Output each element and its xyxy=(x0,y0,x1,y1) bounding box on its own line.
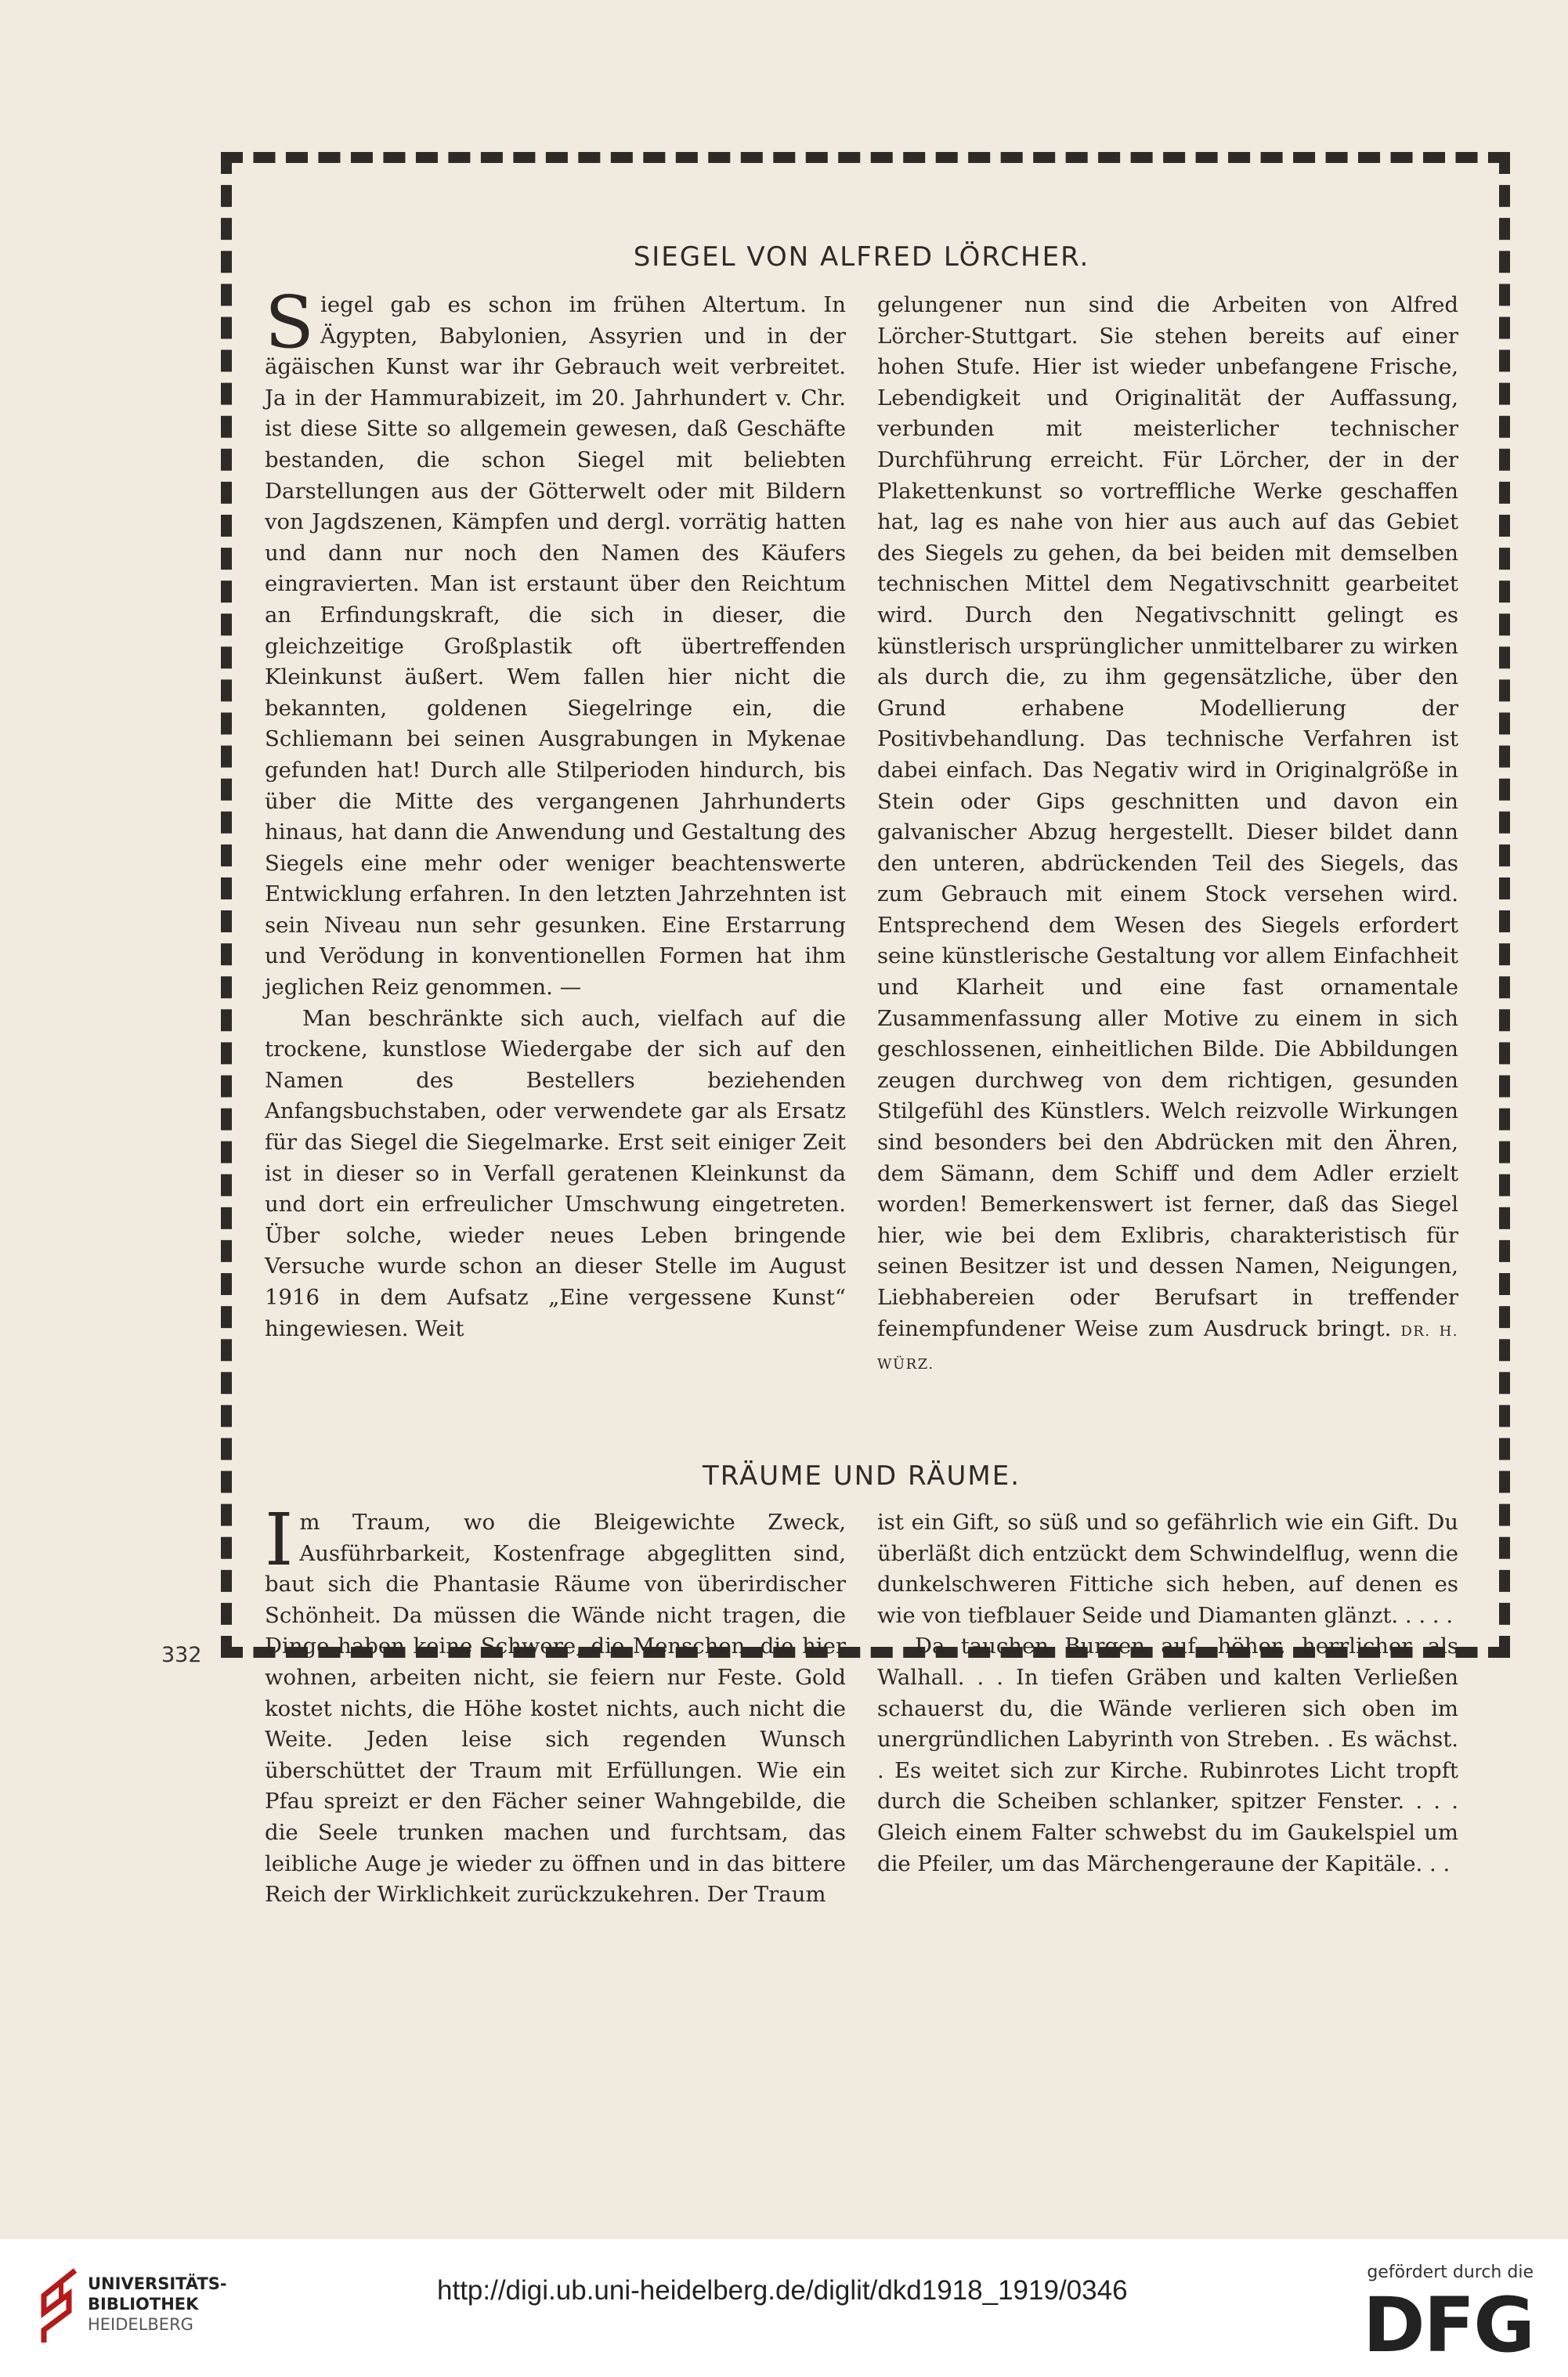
page-number: 332 xyxy=(161,1643,202,1667)
library-line: BIBLIOTHEK xyxy=(88,2295,199,2314)
article-traeume xyxy=(265,1460,1458,1911)
article-title: SIEGEL VON ALFRED LÖRCHER. xyxy=(633,241,1090,273)
column-right xyxy=(877,290,1458,1380)
university-library-logo-icon xyxy=(38,2267,81,2346)
dfg-logo: DFG xyxy=(1362,2281,1534,2369)
column-left xyxy=(265,1498,846,1911)
article-siegel xyxy=(265,241,1458,1380)
library-line: HEIDELBERG xyxy=(88,2315,193,2334)
paragraph xyxy=(265,280,846,1004)
paragraph-text: iegel gab es schon im frühen Altertum. In Ägypten, Babylonien, Assyrien und in der ägäischen Kunst war ihr Gebrauch weit verbreitet. Ja in der Hammurabizeit, im 20. Jahrhundert v. Chr. ist diese Sitte so allgemein gewesen, daß Geschäfte bestanden, die schon Siegel mit beliebten Darstellungen aus der Götterwelt oder mit Bildern von Jagdszenen, Kämpfen und dergl. vorrätig hatten und dann nur noch den Namen des Käufers eingravierten. Man ist erstaunt über den Reichtum an Erfindungskraft, die sich in dieser, die gleichzeitige Großplastik oft übertreffenden Kleinkunst äußert. Wem fallen hier nicht die bekannten, goldenen Siegelringe ein, die Schliemann bei seinen Ausgrabungen in Mykenae gefunden hat! Durch alle Stilperioden hindurch, bis über die Mitte des vergangenen Jahrhunderts hinaus, hat dann die Anwendung und Gestaltung des Siegels eine mehr oder weniger beachtenswerte Entwicklung erfahren. In den letzten Jahrzehnten ist sein Niveau nun sehr gesunken. Eine Erstarrung und Verödung in konventionellen Formen hat ihm jeglichen Reiz genommen. — xyxy=(265,292,846,1000)
drop-cap: S xyxy=(265,280,315,364)
library-line: UNIVERSITÄTS- xyxy=(88,2274,227,2293)
author-signature: DR. H. WÜRZ. xyxy=(877,1322,1458,1373)
column-right xyxy=(877,1507,1458,1911)
drop-cap: I xyxy=(265,1498,294,1582)
paragraph: Da tauchen Burgen auf, höher, herrlicher als Walhall. . . In tiefen Gräben und kalten Verließen schauerst du, die Wände verlieren sich oben im unergründlichen Labyrinth von Streben. . Es wächst. . Es weitet sich zur Kirche. Rubinrotes Licht tropft durch die Scheiben schlanker, spitzer Fenster. . . . Gleich einem Falter schwebst du im Gaukelspiel um die Pfeiler, um das Märchengeraune der Kapitäle. . . xyxy=(877,1634,1458,1876)
article-columns xyxy=(265,1498,1458,1911)
funded-by-label: gefördert durch die xyxy=(1367,2263,1534,2282)
paragraph: ist ein Gift, so süß und so gefährlich wie ein Gift. Du überläßt dich entzückt dem Schwindelflug, wenn die dunkelschweren Fittiche sich heben, auf denen es wie von tiefblauer Seide und Diamanten glänzt. . . . . xyxy=(877,1510,1458,1628)
library-name xyxy=(88,2274,227,2335)
article-title: TRÄUME UND RÄUME. xyxy=(702,1460,1021,1492)
digitization-footer xyxy=(0,2239,1568,2377)
paragraph xyxy=(877,290,1458,1380)
permalink-url[interactable]: http://digi.ub.uni-heidelberg.de/diglit/dkd1918_1919/0346 xyxy=(437,2275,1128,2306)
paragraph xyxy=(265,1498,846,1911)
article-columns xyxy=(265,280,1458,1380)
column-left xyxy=(265,280,846,1380)
paragraph-text: gelungener nun sind die Arbeiten von Alfred Lörcher-Stuttgart. Sie stehen bereits auf einer hohen Stufe. Hier ist wieder unbefangene Frische, Lebendigkeit und Originalität der Auffassung, verbunden mit meisterlicher technischer Durchführung erreicht. Für Lörcher, der in der Plakettenkunst so vortreffliche Werke geschaffen hat, lag es nahe von hier aus auch auf das Gebiet des Siegels zu gehen, da bei beiden mit demselben technischen Mittel dem Negativschnitt gearbeitet wird. Durch den Negativschnitt gelingt es künstlerisch ursprünglicher unmittelbarer zu wirken als durch die, zu ihm gegensätzliche, über den Grund erhabene Modellierung der Positivbehandlung. Das technische Verfahren ist dabei einfach. Das Negativ wird in Originalgröße in Stein oder Gips geschnitten und davon ein galvanischer Abzug hergestellt. Dieser bildet dann den unteren, abdrückenden Teil des Siegels, das zum Gebrauch mit einem Stock versehen wird. Entsprechend dem Wesen des Siegels erfordert seine künstlerische Gestaltung vor allem Einfachheit und Klarheit und eine fast ornamentale Zusammenfassung aller Motive zu einem in sich geschlossenen, einheitlichen Bilde. Die Abbildungen zeugen durchweg von dem richtigen, gesunden Stilgefühl des Künstlers. Welch reizvolle Wirkungen sind besonders bei den Abdrücken mit den Ähren, dem Sämann, dem Schiff und dem Adler erzielt worden! Bemerkenswert ist ferner, daß das Siegel hier, wie bei dem Exlibris, charakteristisch für seinen Besitzer ist und dessen Namen, Neigungen, Liebhabereien oder Berufsart in treffender feinempfundener Weise zum Ausdruck bringt. xyxy=(877,292,1458,1341)
paragraph: Man beschränkte sich auch, vielfach auf die trockene, kunstlose Wiedergabe der sich auf den Namen des Bestellers beziehenden Anfangsbuchstaben, oder verwendete gar als Ersatz für das Siegel die Siegelmarke. Erst seit einiger Zeit ist in dieser so in Verfall geratenen Kleinkunst da und dort ein erfreulicher Umschwung eingetreten. Über solche, wieder neues Leben bringende Versuche wurde schon an dieser Stelle im August 1916 in dem Aufsatz „Eine vergessene Kunst“ hingewiesen. Weit xyxy=(265,1005,846,1341)
paragraph-text: m Traum, wo die Bleigewichte Zweck, Ausführbarkeit, Kostenfrage abgeglitten sind, baut sich die Phantasie Räume von überirdischer Schönheit. Da müssen die Wände nicht tragen, die Dinge haben keine Schwere, die Menschen, die hier wohnen, arbeiten nicht, sie feiern nur Feste. Gold kostet nichts, die Höhe kostet nichts, auch nicht die Weite. Jeden leise sich regenden Wunsch überschüttet der Traum mit Erfüllungen. Wie ein Pfau spreizt er den Fächer seiner Wahngebilde, die die Seele trunken machen und furchtsam, das leibliche Auge je wieder zu öffnen und in das bittere Reich der Wirklichkeit zurückzukehren. Der Traum xyxy=(265,1510,846,1908)
